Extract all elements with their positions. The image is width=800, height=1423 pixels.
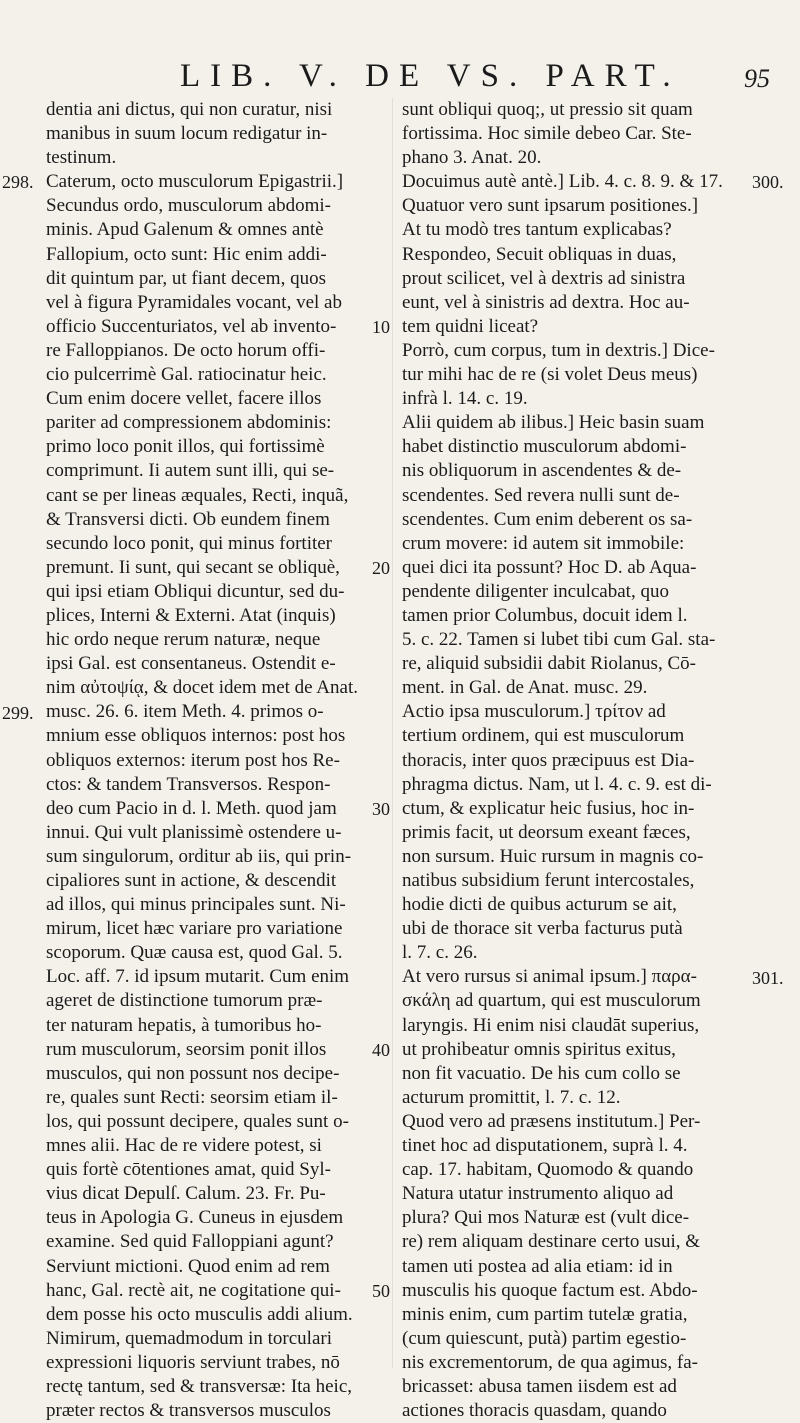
left-column-line: deo cum Pacio in d. l. Meth. quod jam <box>46 797 337 819</box>
right-column-line: phano 3. Anat. 20. <box>402 147 542 169</box>
right-column-line: laryngis. Hi enim nisi claudāt superius, <box>402 1014 700 1036</box>
right-column-line: tem quidni liceat? <box>402 315 539 337</box>
left-column-line: expressioni liquoris serviunt trabes, nō <box>46 1351 340 1373</box>
left-column-line: vel à figura Pyramidales vocant, vel ab <box>46 291 342 313</box>
left-column-line: mnes alii. Hac de re videre potest, si <box>46 1135 322 1157</box>
right-column-line: prout scilicet, vel à dextris ad sinistra <box>402 267 686 289</box>
left-column-line: minis. Apud Galenum & omnes antè <box>46 219 324 241</box>
right-column-line: cap. 17. habitam, Quomodo & quando <box>402 1159 694 1181</box>
left-column-line: comprimunt. Ii autem sunt illi, qui se- <box>46 460 335 482</box>
left-column-line: nim αὐτοψίᾳ, & docet idem met de Anat. <box>46 677 358 699</box>
left-column-line: cio pulcerrimè Gal. ratiocinatur heic. <box>46 364 327 386</box>
left-column-line: dem posse his octo musculis addi alium. <box>46 1303 353 1325</box>
left-column-line: innui. Qui vult planissimè ostendere u- <box>46 821 342 843</box>
right-column-line: infrà l. 14. c. 19. <box>402 388 528 410</box>
right-column-line: nis obliquorum in ascendentes & de- <box>402 460 682 482</box>
right-column-line: l. 7. c. 26. <box>402 942 478 964</box>
running-title: LIB. V. DE VS. PART. <box>180 58 681 94</box>
left-column-line: ipsi Gal. est consentaneus. Ostendit e- <box>46 653 336 675</box>
left-column-line: musculos, qui non possunt nos decipe- <box>46 1062 340 1084</box>
right-column-line: ment. in Gal. de Anat. musc. 29. <box>402 677 648 699</box>
right-column-line: ctum, & explicatur heic fusius, hoc in- <box>402 797 695 819</box>
line-count-number: 10 <box>372 316 390 337</box>
right-column-line: phragma dictus. Nam, ut l. 4. c. 9. est di- <box>402 773 712 795</box>
left-column-line: los, qui possunt decipere, quales sunt o- <box>46 1110 349 1132</box>
right-column-line: plura? Qui mos Naturæ est (vult dice- <box>402 1207 690 1229</box>
left-column-line: ageret de distinctione tumorum præ- <box>46 990 323 1012</box>
left-column-line: testinum. <box>46 147 117 169</box>
right-column-line: scendentes. Cum enim deberent os sa- <box>402 508 693 530</box>
left-column-line: Serviunt mictioni. Quod enim ad rem <box>46 1255 330 1277</box>
right-column-line: non sursum. Huic rursum in magnis co- <box>402 845 704 867</box>
right-column-line: Docuimus autè antè.] Lib. 4. c. 8. 9. & 17. <box>402 171 723 193</box>
right-column-line: ut prohibeatur omnis spiritus exitus, <box>402 1038 676 1060</box>
left-column-line: dentia ani dictus, qui non curatur, nisi <box>46 99 333 120</box>
right-column-line: hodie dicti de quibus acturum se ait, <box>402 894 677 916</box>
right-column-line: pendente diligenter inculcabat, quo <box>402 580 669 602</box>
right-column-line: ubi de thorace sit verba facturus putà <box>402 918 683 940</box>
right-column-line: acturum promittit, l. 7. c. 12. <box>402 1086 621 1108</box>
right-column-line: scendentes. Sed revera nulli sunt de- <box>402 484 680 506</box>
left-column-line: secundo loco ponit, qui minus fortiter <box>46 532 333 554</box>
left-column-line: Cum enim docere vellet, facere illos <box>46 388 322 410</box>
line-count-number: 20 <box>372 557 390 578</box>
right-column-line: musculis his quoque factum est. Abdo- <box>402 1279 698 1301</box>
right-column-line: Actio ipsa musculorum.] τρίτον ad <box>402 701 666 723</box>
left-column-line: quis fortè cōtentiones amat, quid Syl- <box>46 1159 331 1181</box>
right-column-line: fortissima. Hoc simile debeo Car. Ste- <box>402 123 692 145</box>
right-column-line: re, aliquid subsidii dabit Riolanus, Cō- <box>402 653 696 675</box>
right-column-line: Alii quidem ab ilibus.] Heic basin suam <box>402 412 705 434</box>
left-column-line: plices, Interni & Externi. Atat (inquis) <box>46 604 336 626</box>
right-column-line: tur mihi hac de re (si volet Deus meus) <box>402 364 698 386</box>
right-column-line: crum movere: id autem sit immobile: <box>402 532 685 554</box>
left-margin-number: 298. <box>2 172 34 193</box>
left-column-line: vius dicat Depulſ. Calum. 23. Fr. Pu- <box>46 1183 326 1205</box>
right-column-line: minis enim, cum partim tutelæ gratia, <box>402 1303 688 1325</box>
right-column <box>402 98 752 1423</box>
line-count-number: 30 <box>372 798 390 819</box>
left-column-line: rum musculorum, seorsim ponit illos <box>46 1038 327 1060</box>
right-column-line: re) rem aliquam destinare certo usui, & <box>402 1231 701 1253</box>
left-column-line: hic ordo neque rerum naturæ, neque <box>46 629 321 651</box>
left-column-line: pariter ad compressionem abdominis: <box>46 412 332 434</box>
left-column-line: qui ipsi etiam Obliqui dicuntur, sed du- <box>46 580 345 602</box>
left-column-line: cipaliores sunt in actione, & descendit <box>46 870 337 891</box>
right-column-line: eunt, vel à sinistris ad dextra. Hoc au- <box>402 291 690 313</box>
line-count-number: 50 <box>372 1280 390 1301</box>
left-column-line: teus in Apologia G. Cuneus in ejusdem <box>46 1207 344 1229</box>
right-column-line: At tu modò tres tantum explicabas? <box>402 219 672 241</box>
left-column-line: officio Succenturiatos, vel ab invento- <box>46 315 337 337</box>
right-column-line: nis excrementorum, de qua agimus, fa- <box>402 1351 698 1373</box>
right-column-line: natibus subsidium ferunt intercostales, <box>402 870 695 891</box>
left-column-line: musc. 26. 6. item Meth. 4. primos o- <box>46 701 324 723</box>
left-column-line: ter naturam hepatis, à tumoribus ho- <box>46 1014 322 1036</box>
right-margin-number: 300. <box>752 172 784 193</box>
left-column-line: mirum, licet hæc variare pro variatione <box>46 918 343 940</box>
left-column-line: Secundus ordo, musculorum abdomi- <box>46 195 331 217</box>
left-column-line: scoporum. Quæ causa est, quod Gal. 5. <box>46 942 343 964</box>
left-column <box>46 98 396 1423</box>
left-column-line: premunt. Ii sunt, qui secant se obliquè, <box>46 556 340 578</box>
left-column-line: obliquos externos: iterum post hos Re- <box>46 749 340 771</box>
left-column-line: mnium esse obliquos internos: post hos <box>46 725 346 747</box>
page-header <box>150 58 770 98</box>
right-column-line: non fit vacuatio. De his cum collo se <box>402 1062 681 1084</box>
left-column-line: ad illos, qui minus principales sunt. Ni- <box>46 894 346 916</box>
right-column-line: Quatuor vero sunt ipsarum positiones.] <box>402 195 699 217</box>
left-column-line: primo loco ponit illos, qui fortissimè <box>46 436 325 458</box>
right-column-line: primis facit, ut deorsum exeant fæces, <box>402 821 691 843</box>
left-column-line: dit quintum par, ut fiant decem, quos <box>46 267 326 289</box>
right-column-line: tertium ordinem, qui est musculorum <box>402 725 685 747</box>
left-column-line: re Falloppianos. De octo horum offi- <box>46 339 326 361</box>
right-column-line: 5. c. 22. Tamen si lubet tibi cum Gal. sta- <box>402 629 716 651</box>
right-column-line: At vero rursus si animal ipsum.] παρα- <box>402 966 697 988</box>
right-column-line: Respondeo, Secuit obliquas in duas, <box>402 243 677 265</box>
left-column-line: Nimirum, quemadmodum in torculari <box>46 1327 333 1349</box>
left-column-line: & Transversi dicti. Ob eundem finem <box>46 508 330 530</box>
left-column-line: hanc, Gal. rectè ait, ne cogitatione qui- <box>46 1279 341 1301</box>
right-column-line: tamen uti postea ad alia etiam: id in <box>402 1255 673 1277</box>
left-column-line: Caterum, octo musculorum Epigastrii.] <box>46 171 344 193</box>
left-column-line: sum singulorum, orditur ab iis, qui prin- <box>46 845 352 867</box>
left-column-line: re, quales sunt Recti: seorsim etiam il- <box>46 1086 338 1108</box>
right-column-line: habet distinctio musculorum abdomi- <box>402 436 687 458</box>
right-column-line: Quod vero ad præsens institutum.] Per- <box>402 1110 701 1132</box>
right-column-line: tamen prior Columbus, docuit idem l. <box>402 604 688 626</box>
left-column-line: examine. Sed quid Falloppiani agunt? <box>46 1231 334 1253</box>
right-column-line: bricasset: abusa tamen iisdem est ad <box>402 1375 677 1397</box>
left-column-line: ctos: & tandem Transversos. Respon- <box>46 773 331 795</box>
left-column-line: manibus in suum locum redigatur in- <box>46 123 328 145</box>
right-column-line: thoracis, inter quos præcipuus est Dia- <box>402 749 695 771</box>
right-column-line: quei dici ita possunt? Hoc D. ab Aqua- <box>402 556 697 578</box>
left-column-line: rectę tantum, sed & transversæ: Ita heic, <box>46 1375 353 1397</box>
right-column-line: sunt obliqui quoq;, ut pressio sit quam <box>402 99 693 120</box>
left-column-line: præter rectos & transversos musculos <box>46 1400 331 1422</box>
left-column-line: cant se per lineas æquales, Recti, inquã, <box>46 484 349 506</box>
right-column-line: Natura utatur instrumento aliquo ad <box>402 1183 674 1205</box>
right-column-line: actiones thoracis quasdam, quando <box>402 1400 667 1422</box>
right-column-line: σκάλη ad quartum, qui est musculorum <box>402 990 701 1012</box>
right-column-line: tinet hoc ad disputationem, suprà l. 4. <box>402 1135 688 1157</box>
right-column-line: Porrò, cum corpus, tum in dextris.] Dice- <box>402 339 715 361</box>
left-margin-number: 299. <box>2 702 34 723</box>
page-number: 95 <box>744 64 770 93</box>
right-margin-number: 301. <box>752 967 784 988</box>
left-column-line: Loc. aff. 7. id ipsum mutarit. Cum enim <box>46 966 350 988</box>
right-column-line: (cum quiescunt, putà) partim egestio- <box>402 1327 687 1349</box>
left-column-line: Fallopium, octo sunt: Hic enim addi- <box>46 243 327 265</box>
line-count-number: 40 <box>372 1039 390 1060</box>
